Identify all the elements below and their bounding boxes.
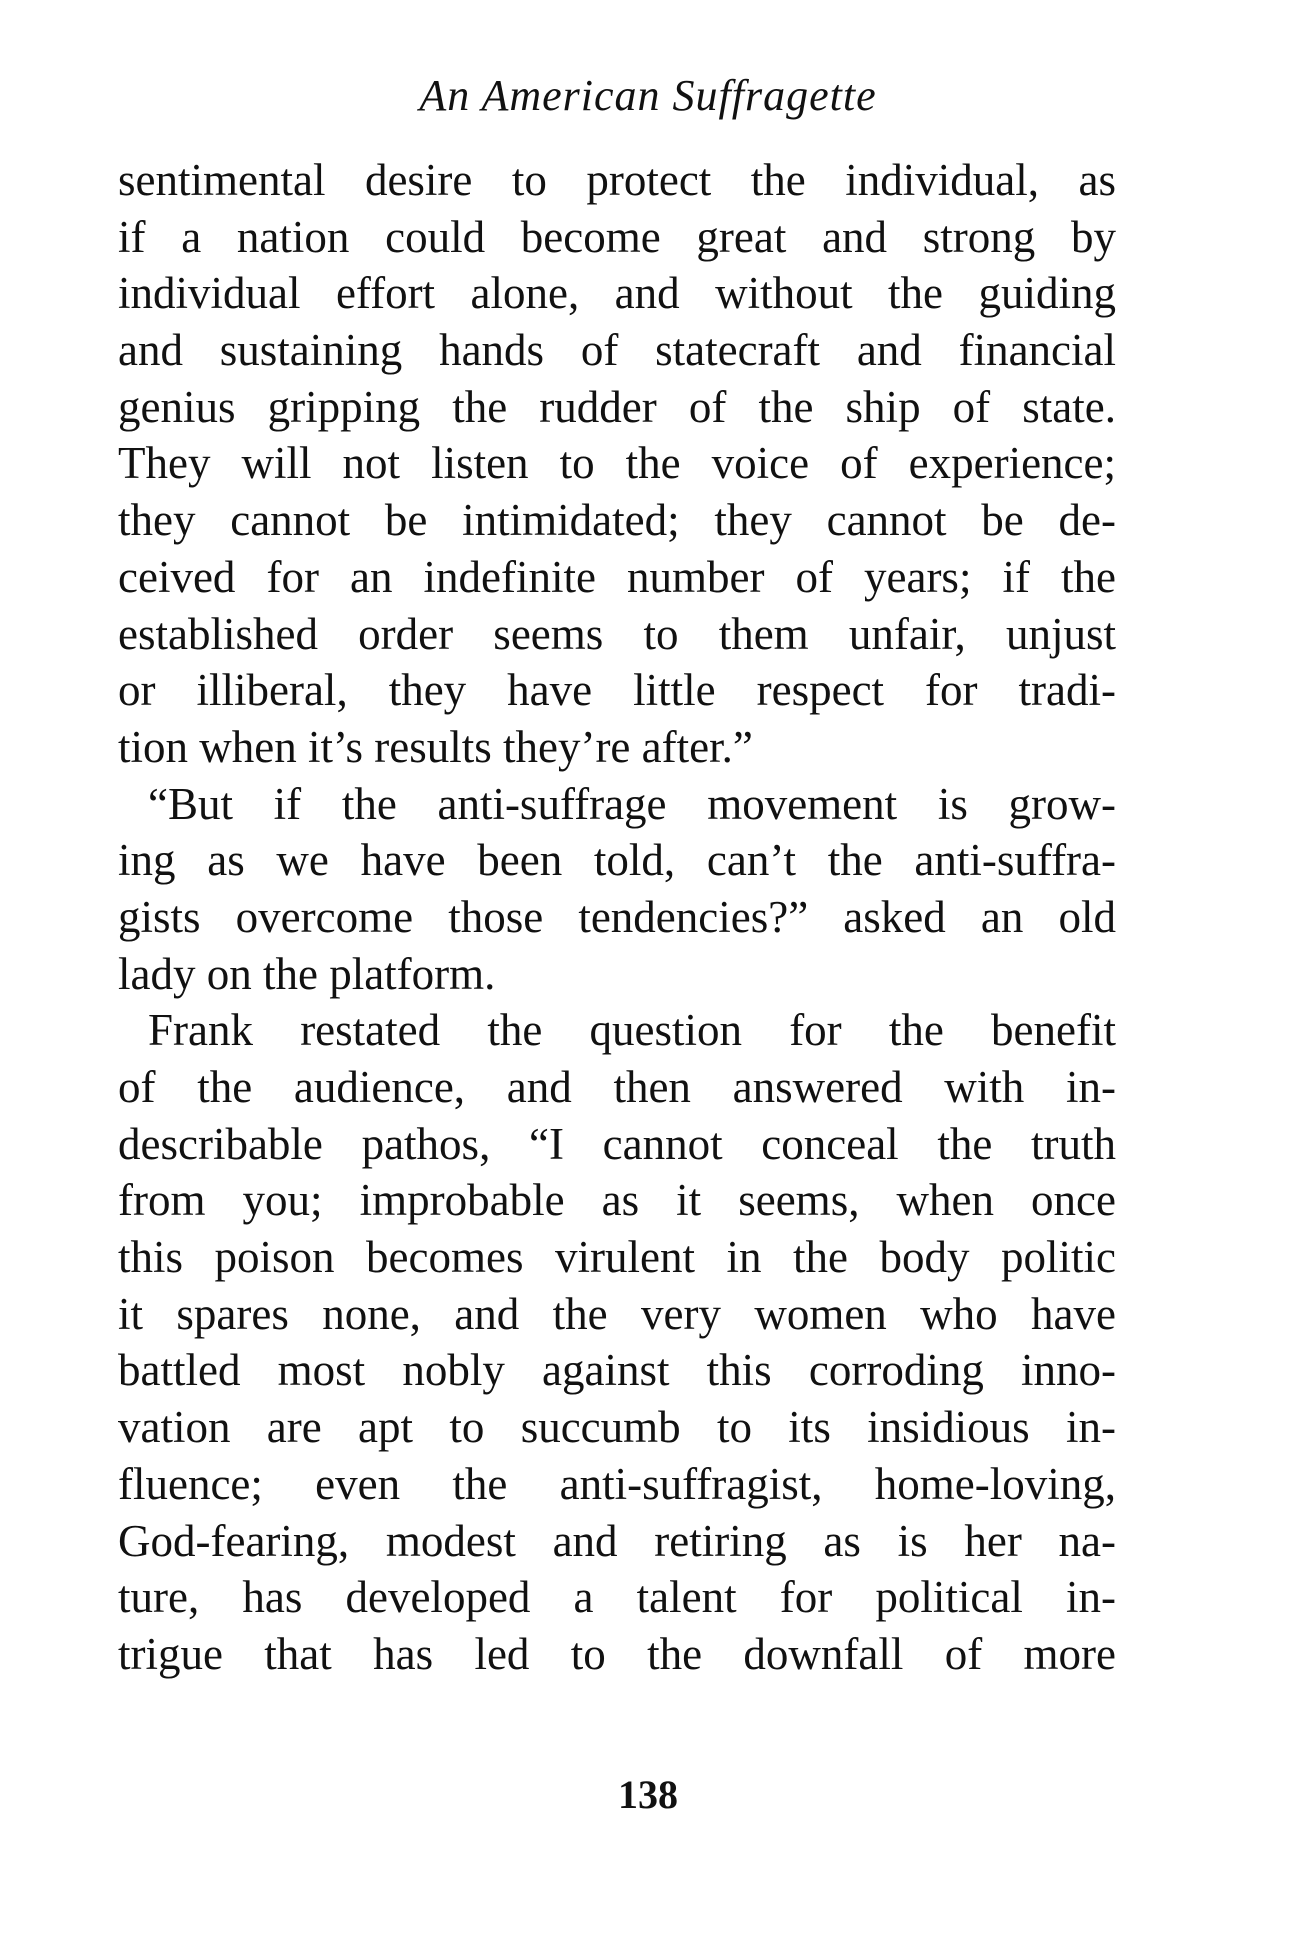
text-line: trigue that has led to the downfall of more — [118, 1628, 1116, 1679]
text-line: fluence; even the anti-suffragist, home-loving, — [118, 1458, 1116, 1509]
text-line: battled most nobly against this corroding inno- — [118, 1345, 1116, 1396]
text-line: vation are apt to succumb to its insidious in- — [118, 1402, 1116, 1453]
text-line: or illiberal, they have little respect for tradi- — [118, 665, 1116, 716]
text-line: from you; improbable as it seems, when once — [118, 1175, 1116, 1226]
text-line: it spares none, and the very women who have — [118, 1288, 1116, 1339]
body-text — [118, 152, 1116, 1683]
running-head: An American Suffragette — [419, 71, 877, 120]
text-line: describable pathos, “I cannot conceal the truth — [118, 1118, 1116, 1169]
text-line: God-fearing, modest and retiring as is her na- — [118, 1515, 1116, 1566]
text-line: gists overcome those tendencies?” asked an old — [118, 891, 1116, 942]
text-line: Frank restated the question for the benefit — [148, 1005, 1116, 1056]
text-line: ing as we have been told, can’t the anti-suffra- — [118, 835, 1116, 886]
text-line: ture, has developed a talent for political in- — [118, 1572, 1116, 1623]
text-line: genius gripping the rudder of the ship of state. — [118, 381, 1116, 432]
text-line: individual effort alone, and without the guiding — [118, 268, 1116, 319]
text-line: “But if the anti-suffrage movement is grow- — [148, 778, 1116, 829]
page-number: 138 — [618, 1772, 678, 1817]
text-line: They will not listen to the voice of experience; — [118, 438, 1116, 489]
text-line: ceived for an indefinite number of years; if the — [118, 551, 1116, 602]
text-line: tion when it’s results they’re after.” — [118, 721, 753, 772]
text-line: of the audience, and then answered with in- — [118, 1062, 1116, 1112]
text-line: established order seems to them unfair, unjust — [118, 608, 1116, 659]
text-line: lady on the platform. — [118, 948, 496, 999]
text-line: they cannot be intimidated; they cannot be de- — [118, 495, 1116, 546]
text-line: this poison becomes virulent in the body politic — [118, 1232, 1116, 1283]
text-line: and sustaining hands of statecraft and financial — [118, 325, 1116, 376]
text-line: sentimental desire to protect the individual, as — [118, 155, 1116, 205]
text-line: if a nation could become great and strong by — [118, 211, 1116, 262]
